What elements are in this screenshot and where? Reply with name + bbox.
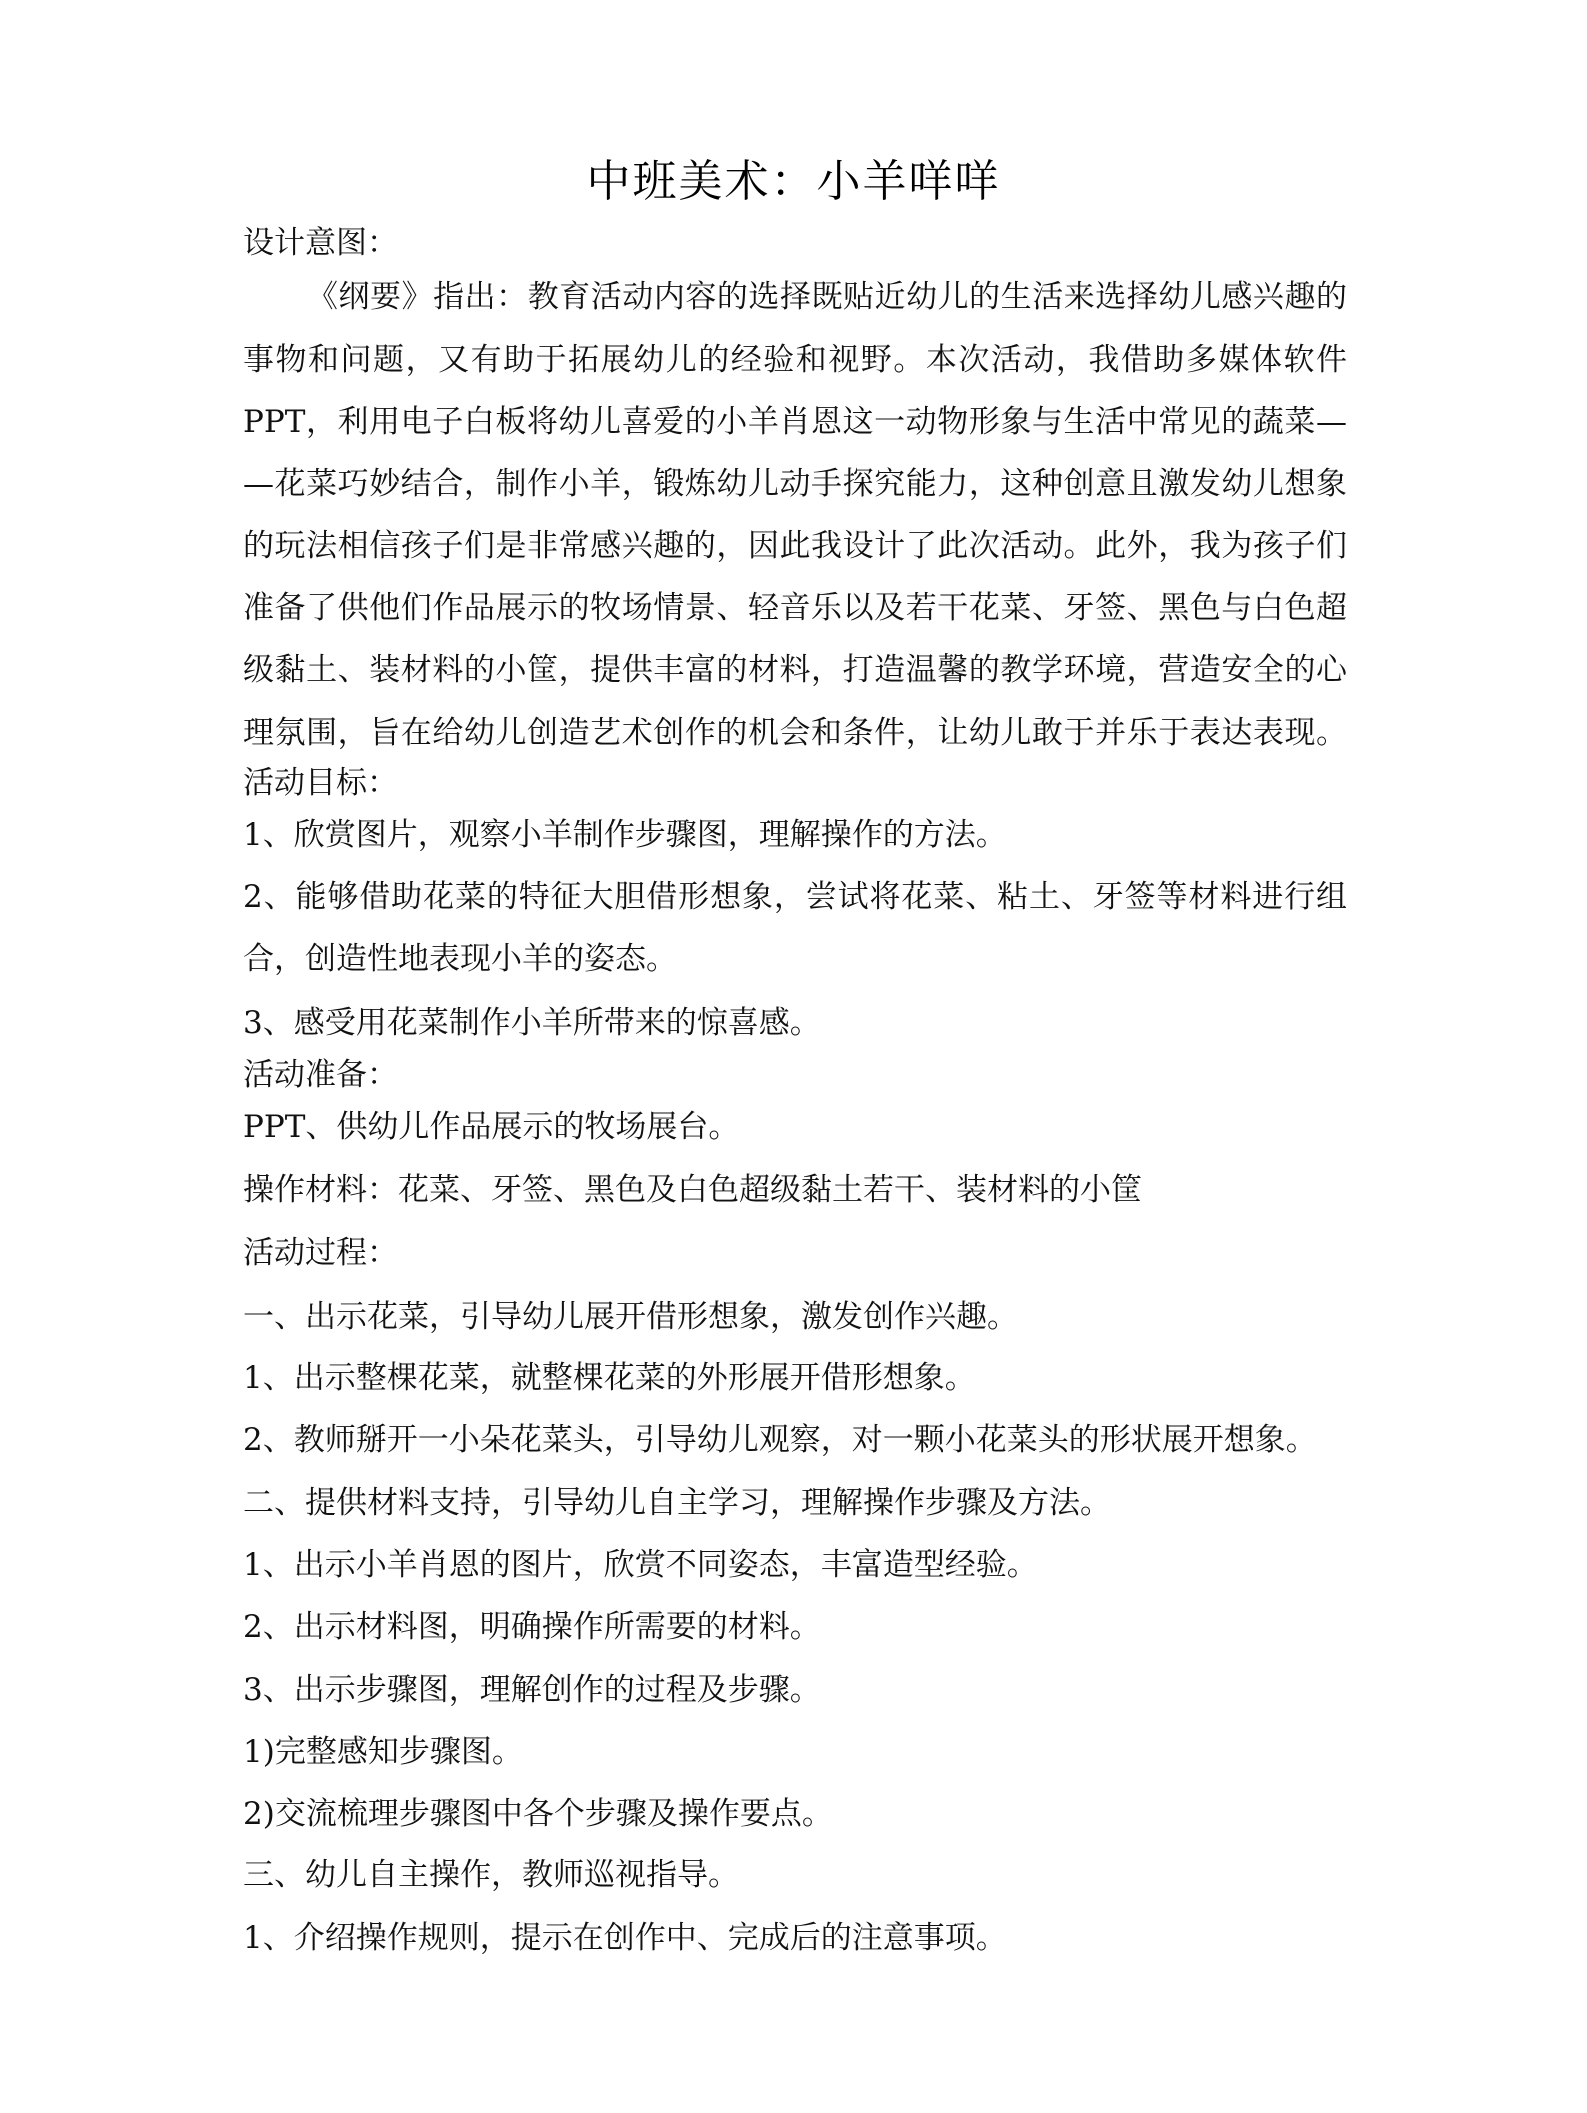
process-step: 3、出示步骤图，理解创作的过程及步骤。 [243,1672,821,1708]
preparation-item: 操作材料：花菜、牙签、黑色及白色超级黏土若干、装材料的小筐 [243,1172,1142,1208]
process-step: 二、提供材料支持，引导幼儿自主学习，理解操作步骤及方法。 [243,1485,1111,1521]
paragraph-line: 的玩法相信孩子们是非常感兴趣的，因此我设计了此次活动。此外，我为孩子们 [243,528,1347,564]
document-title: 中班美术：小羊咩咩 [586,156,1001,207]
section-heading-goals: 活动目标： [243,765,398,801]
process-step: 2、教师掰开一小朵花菜头，引导幼儿观察，对一颗小花菜头的形状展开想象。 [243,1422,1317,1458]
paragraph-line: 理氛围，旨在给幼儿创造艺术创作的机会和条件，让幼儿敢于并乐于表达表现。 [243,715,1347,751]
process-step: 2)交流梳理步骤图中各个步骤及操作要点。 [243,1796,833,1832]
section-heading-preparation: 活动准备： [243,1057,398,1093]
goal-item: 3、感受用花菜制作小羊所带来的惊喜感。 [243,1005,821,1041]
section-heading-design-intent: 设计意图： [243,225,398,261]
process-step: 一、出示花菜，引导幼儿展开借形想象，激发创作兴趣。 [243,1299,1018,1335]
process-step: 三、幼儿自主操作，教师巡视指导。 [243,1857,739,1893]
process-step: 1、出示小羊肖恩的图片，欣赏不同姿态，丰富造型经验。 [243,1547,1038,1583]
process-step: 2、出示材料图，明确操作所需要的材料。 [243,1609,821,1645]
paragraph-line: 级黏土、装材料的小筐，提供丰富的材料，打造温馨的教学环境，营造安全的心 [243,652,1347,688]
section-heading-process: 活动过程： [243,1235,398,1271]
paragraph-line: 准备了供他们作品展示的牧场情景、轻音乐以及若干花菜、牙签、黑色与白色超 [243,590,1347,626]
goal-item: 1、欣赏图片，观察小羊制作步骤图，理解操作的方法。 [243,817,1007,853]
paragraph-line: —花菜巧妙结合，制作小羊，锻炼幼儿动手探究能力，这种创意且激发幼儿想象 [243,466,1347,502]
goal-item: 2、能够借助花菜的特征大胆借形想象，尝试将花菜、粘土、牙签等材料进行组 [243,879,1347,915]
preparation-item: PPT、供幼儿作品展示的牧场展台。 [243,1109,740,1145]
goal-item-continued: 合，创造性地表现小羊的姿态。 [243,941,677,977]
paragraph-line: PPT，利用电子白板将幼儿喜爱的小羊肖恩这一动物形象与生活中常见的蔬菜— [243,404,1347,440]
paragraph-line: 《纲要》指出：教育活动内容的选择既贴近幼儿的生活来选择幼儿感兴趣的 [307,279,1347,315]
process-step: 1、介绍操作规则，提示在创作中、完成后的注意事项。 [243,1920,1007,1956]
process-step: 1)完整感知步骤图。 [243,1734,523,1770]
process-step: 1、出示整棵花菜，就整棵花菜的外形展开借形想象。 [243,1360,976,1396]
paragraph-line: 事物和问题，又有助于拓展幼儿的经验和视野。本次活动，我借助多媒体软件 [243,342,1347,378]
